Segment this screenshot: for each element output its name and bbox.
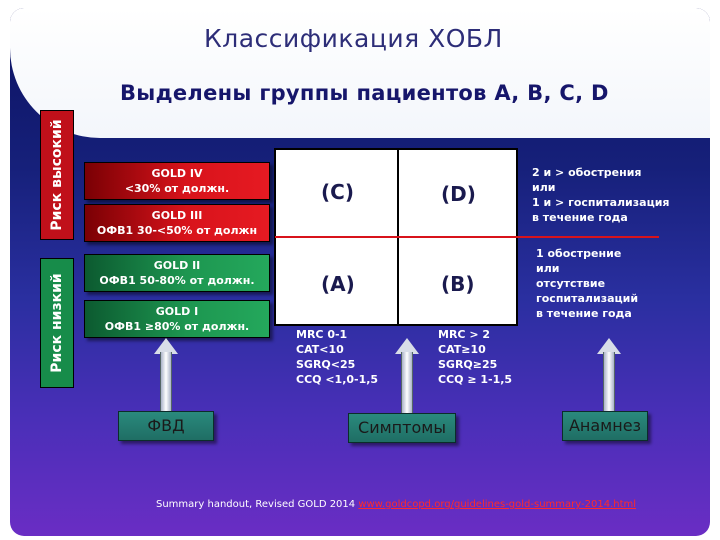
arrow-shaft — [603, 352, 615, 416]
risk-high-label — [40, 110, 74, 240]
quadrant-d: (D) — [441, 182, 476, 206]
gold-iii-range: ОФВ1 30-<50% от должн — [96, 224, 258, 237]
criteria-high-symptoms — [438, 327, 548, 387]
up-arrow-icon — [154, 338, 178, 416]
source-text: Summary handout, Revised GOLD 2014 — [156, 499, 359, 510]
exacerbation-low-note: 1 обострение или отсутствие госпитализаций в течение года — [536, 247, 639, 320]
slide — [10, 8, 710, 536]
criteria-item: CAT<10 — [296, 343, 344, 356]
arrow-shaft — [401, 352, 413, 416]
up-arrow-icon — [597, 338, 621, 416]
symptoms-box: Симптомы — [348, 413, 456, 443]
source-link[interactable]: www.goldcopd.org/guidelines-gold-summary-2014.html — [358, 499, 637, 510]
criteria-item: MRC > 2 — [438, 328, 491, 341]
arrow-shaft — [160, 352, 172, 416]
up-arrow-icon — [395, 338, 419, 416]
gold-iv-box — [84, 162, 270, 200]
criteria-item: CCQ <1,0-1,5 — [296, 373, 379, 386]
exacerbation-high-note: 2 и > обострения или 1 и > госпитализация в течение года — [532, 166, 670, 224]
gold-iii-box — [84, 204, 270, 242]
risk-divider-line — [275, 236, 659, 238]
gold-iii-title: GOLD III — [151, 209, 203, 222]
gold-i-box — [84, 300, 270, 338]
slide-subtitle: Выделены группы пациентов A, B, C, D — [120, 81, 609, 105]
source-footer — [156, 499, 696, 510]
risk-high-text: Риск высокий — [49, 119, 65, 231]
gold-i-title: GOLD I — [155, 305, 199, 318]
criteria-item: CCQ ≥ 1-1,5 — [438, 373, 513, 386]
criteria-item: MRC 0-1 — [296, 328, 348, 341]
quadrant-c: (C) — [321, 180, 354, 204]
risk-low-label — [40, 258, 74, 388]
anamnesis-box: Анамнез — [562, 411, 648, 441]
criteria-low-symptoms — [296, 327, 406, 387]
gold-iv-title: GOLD IV — [151, 167, 203, 180]
fvd-box: ФВД — [118, 411, 214, 441]
criteria-item: CAT≥10 — [438, 343, 486, 356]
gold-ii-box — [84, 254, 270, 292]
gold-ii-title: GOLD II — [153, 259, 201, 272]
criteria-item: SGRQ<25 — [296, 358, 356, 371]
quadrant-b: (B) — [441, 272, 475, 296]
risk-low-text: Риск низкий — [49, 273, 65, 373]
quadrant-a: (A) — [321, 272, 355, 296]
gold-i-range: ОФВ1 ≥80% от должн. — [104, 320, 250, 333]
slide-title: Классификация ХОБЛ — [204, 24, 503, 53]
criteria-item: SGRQ≥25 — [438, 358, 498, 371]
gold-iv-range: <30% от должн. — [124, 182, 230, 195]
gold-ii-range: ОФВ1 50-80% от должн. — [99, 274, 255, 287]
